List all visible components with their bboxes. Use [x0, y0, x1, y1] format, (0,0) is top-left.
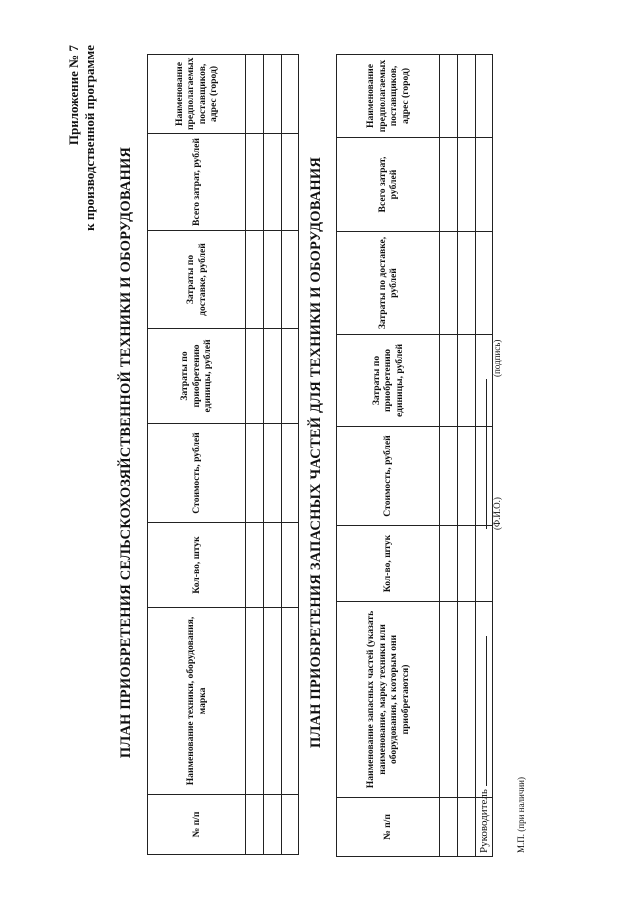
- table-cell[interactable]: [246, 329, 264, 424]
- header-quantity: Кол-во, штук: [337, 526, 440, 602]
- table-cell[interactable]: [282, 795, 299, 855]
- table-cell[interactable]: [476, 232, 493, 335]
- table-row: [458, 55, 476, 857]
- table-cell[interactable]: [458, 55, 476, 138]
- table-cell[interactable]: [458, 526, 476, 602]
- table-row: [264, 55, 282, 855]
- header-number: № п/п: [337, 798, 440, 857]
- header-delivery-cost: Затраты по доставке, рублей: [337, 232, 440, 335]
- header-spare-parts-name: Наименование запасных частей (указать наименование, марку техники или оборудования, к которым они приобретаются): [337, 602, 440, 798]
- table-cell[interactable]: [246, 134, 264, 231]
- stamp-caption: М.П. (при наличии): [516, 777, 526, 853]
- table-cell[interactable]: [282, 55, 299, 134]
- header-purchase-cost: Затраты по приобретению единицы, рублей: [148, 329, 246, 424]
- table-cell[interactable]: [246, 608, 264, 795]
- table-cell[interactable]: [246, 424, 264, 523]
- table-cell[interactable]: [264, 523, 282, 608]
- header-suppliers: Наименование предполагаемых поставщиков, адрес (город): [148, 55, 246, 134]
- header-cost: Стоимость, рублей: [148, 424, 246, 523]
- head-sign-field[interactable]: [486, 379, 487, 529]
- table-cell[interactable]: [476, 138, 493, 232]
- table-cell[interactable]: [246, 523, 264, 608]
- table-cell[interactable]: [246, 795, 264, 855]
- table-cell[interactable]: [264, 231, 282, 329]
- table-cell[interactable]: [264, 55, 282, 134]
- table-row: [440, 55, 458, 857]
- table-cell[interactable]: [440, 526, 458, 602]
- sign-caption: (подпись): [492, 339, 502, 377]
- table-cell[interactable]: [264, 424, 282, 523]
- table-cell[interactable]: [282, 523, 299, 608]
- appendix-number: Приложение № 7: [66, 45, 81, 146]
- table-cell[interactable]: [440, 427, 458, 526]
- table-cell[interactable]: [440, 55, 458, 138]
- table-cell[interactable]: [458, 335, 476, 427]
- table-cell[interactable]: [282, 608, 299, 795]
- table-cell[interactable]: [264, 329, 282, 424]
- header-total-cost: Всего затрат, рублей: [337, 138, 440, 232]
- table-cell[interactable]: [458, 232, 476, 335]
- table-cell[interactable]: [246, 231, 264, 329]
- header-suppliers: Наименование предполагаемых поставщиков, адрес (город): [337, 55, 440, 138]
- table-cell[interactable]: [476, 55, 493, 138]
- table-cell[interactable]: [458, 602, 476, 798]
- header-purchase-cost: Затраты по приобретению единицы, рублей: [337, 335, 440, 427]
- header-delivery-cost: Затраты по доставке, рублей: [148, 231, 246, 329]
- table-row: [282, 55, 299, 855]
- table-cell[interactable]: [458, 798, 476, 857]
- fio-caption: (Ф.И.О.): [492, 497, 502, 530]
- table-cell[interactable]: [282, 134, 299, 231]
- header-cost: Стоимость, рублей: [337, 427, 440, 526]
- header-number: № п/п: [148, 795, 246, 855]
- header-total-cost: Всего затрат, рублей: [148, 134, 246, 231]
- spare-parts-plan-table: [336, 54, 493, 857]
- table-cell[interactable]: [264, 608, 282, 795]
- header-equipment-name: Наименование техники, оборудования, марка: [148, 608, 246, 795]
- table-cell[interactable]: [264, 795, 282, 855]
- table-row: [246, 55, 264, 855]
- table-cell[interactable]: [282, 231, 299, 329]
- table-cell[interactable]: [264, 134, 282, 231]
- header-quantity: Кол-во, штук: [148, 523, 246, 608]
- appendix-header: [66, 45, 98, 231]
- appendix-subtitle: к производственной программе: [82, 45, 97, 231]
- table-cell[interactable]: [440, 798, 458, 857]
- table-cell[interactable]: [282, 424, 299, 523]
- table-cell[interactable]: [440, 335, 458, 427]
- head-label: Руководитель: [478, 789, 490, 853]
- table-cell[interactable]: [458, 427, 476, 526]
- table-header-row: [148, 55, 246, 855]
- table-cell[interactable]: [246, 55, 264, 134]
- equipment-plan-title: ПЛАН ПРИОБРЕТЕНИЯ СЕЛЬСКОХОЗЯЙСТВЕННОЙ ТЕХНИКИ И ОБОРУДОВАНИЯ: [118, 146, 134, 759]
- table-cell[interactable]: [282, 329, 299, 424]
- table-cell[interactable]: [440, 232, 458, 335]
- equipment-plan-table: [147, 54, 299, 855]
- head-fio-field[interactable]: [486, 636, 487, 786]
- spare-parts-plan-title: ПЛАН ПРИОБРЕТЕНИЯ ЗАПАСНЫХ ЧАСТЕЙ ДЛЯ ТЕХНИКИ И ОБОРУДОВАНИЯ: [308, 156, 324, 749]
- table-cell[interactable]: [458, 138, 476, 232]
- table-header-row: [337, 55, 440, 857]
- signature-line: [478, 379, 490, 853]
- table-cell[interactable]: [440, 602, 458, 798]
- table-cell[interactable]: [440, 138, 458, 232]
